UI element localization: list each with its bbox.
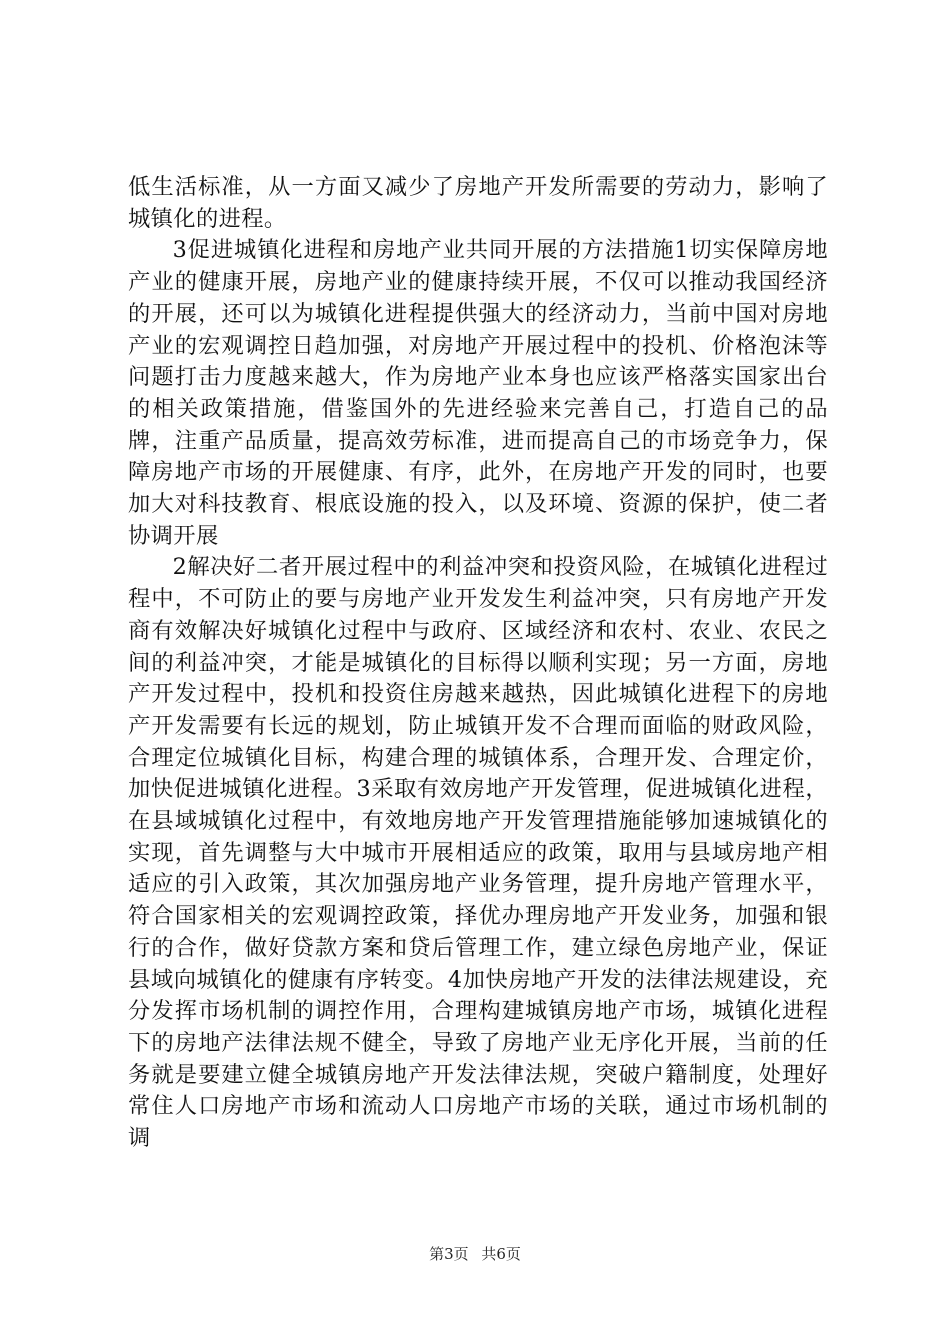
paragraph-conflicts: 2解决好二者开展过程中的利益冲突和投资风险，在城镇化进程过程中，不可防止的要与房地产业开发发生利益冲突，只有房地产开发商有效解决好城镇化过程中与政府、区域经济和农村、农业、农民之间的利益冲突，才能是城镇化的目标得以顺利实现；另一方面，房地产开发过程中，投机和投资住房越来越热，因此城镇化进程下的房地产开发需要有长远的规划，防止城镇开发不合理而面临的财政风险，合理定位城镇化目标，构建合理的城镇体系，合理开发、合理定价，加快促进城镇化进程。3采取有效房地产开发管理，促进城镇化进程，在县域城镇化过程中，有效地房地产开发管理措施能够加速城镇化的实现，首先调整与大中城市开展相适应的政策，取用与县域房地产相适应的引入政策，其次加强房地产业务管理，提升房地产管理水平，符合国家相关的宏观调控政策，择优办理房地产开发业务，加强和银行的合作，做好贷款方案和贷后管理工作，建立绿色房地产业，保证县域向城镇化的健康有序转变。4加快房地产开发的法律法规建设，充分发挥市场机制的调控作用，合理构建城镇房地产市场，城镇化进程下的房地产法律法规不健全，导致了房地产业无序化开展，当前的任务就是要建立健全城镇房地产开发法律法规，突破户籍制度，处理好常住人口房地产市场和流动人口房地产市场的关联，通过市场机制的调	[128, 554, 828, 1152]
paragraph-continuation: 低生活标准，从一方面又减少了房地产开发所需要的劳动力，影响了城镇化的进程。	[128, 174, 828, 232]
page-number: 第3页	[429, 1245, 469, 1263]
page-footer	[0, 1244, 950, 1264]
paragraph-measures: 3促进城镇化进程和房地产业共同开展的方法措施1切实保障房地产业的健康开展，房地产业的健康持续开展，不仅可以推动我国经济的开展，还可以为城镇化进程提供强大的经济动力，当前中国对房地产业的宏观调控日趋加强，对房地产开展过程中的投机、价格泡沫等问题打击力度越来越大，作为房地产业本身也应该严格落实国家出台的相关政策措施，借鉴国外的先进经验来完善自己，打造自己的品牌，注重产品质量，提高效劳标准，进而提高自己的市场竞争力，保障房地产市场的开展健康、有序，此外，在房地产开发的同时，也要加大对科技教育、根底设施的投入，以及环境、资源的保护，使二者协调开展	[128, 237, 828, 549]
page-total: 共6页	[481, 1245, 521, 1263]
document-body	[128, 172, 828, 1155]
